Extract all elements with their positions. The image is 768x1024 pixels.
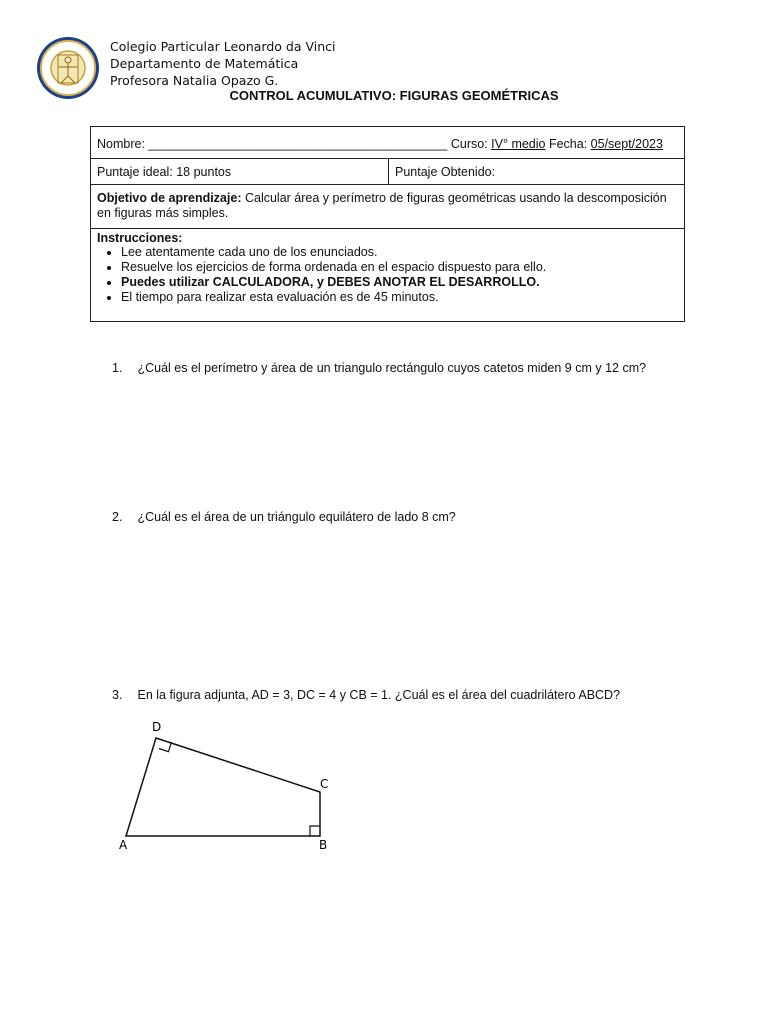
question-text: En la figura adjunta, AD = 3, DC = 4 y CB = 1. ¿Cuál es el área del cuadrilátero ABCD? — [137, 688, 621, 702]
instruction-item: • El tiempo para realizar esta evaluación es de 45 minutos. — [121, 290, 678, 305]
info-row-instructions — [91, 229, 684, 323]
curso-value: IV° medio — [491, 137, 546, 151]
question-number: 1. — [112, 361, 123, 375]
question-2 — [112, 510, 456, 524]
right-angle-d — [159, 742, 172, 752]
teacher-name: Profesora Natalia Opazo G. — [110, 73, 279, 88]
objetivo-text: Calcular área y perímetro de figuras geométricas usando la descomposición en figuras más simples. — [97, 191, 667, 220]
fecha-value: 05/sept/2023 — [590, 137, 663, 151]
info-table — [90, 126, 685, 322]
vertex-label-c: C — [320, 777, 329, 791]
quadrilateral-abcd — [126, 738, 320, 836]
nombre-field[interactable]: ___________________________________________ — [148, 137, 448, 151]
department-name: Departamento de Matemática — [110, 56, 299, 71]
puntaje-ideal: Puntaje ideal: 18 puntos — [91, 159, 389, 184]
objetivo-label: Objetivo de aprendizaje: — [97, 191, 242, 205]
question-text: ¿Cuál es el área de un triángulo equilátero de lado 8 cm? — [137, 510, 456, 524]
instruction-item: • Puedes utilizar CALCULADORA, y DEBES ANOTAR EL DESARROLLO. — [121, 275, 678, 290]
vertex-label-a: A — [119, 838, 128, 852]
question-1 — [112, 361, 646, 375]
page-title: CONTROL ACUMULATIVO: FIGURAS GEOMÉTRICAS — [229, 88, 559, 103]
info-row-objective — [91, 185, 684, 229]
vertex-label-b: B — [319, 838, 328, 852]
nombre-label: Nombre: — [97, 137, 145, 151]
instruction-item: • Resuelve los ejercicios de forma ordenada en el espacio dispuesto para ello. — [121, 260, 678, 275]
fecha-label: Fecha: — [548, 137, 588, 151]
info-row-score — [91, 159, 684, 185]
vertex-label-d: D — [152, 720, 162, 734]
quadrilateral-figure — [110, 715, 350, 865]
question-3 — [112, 688, 620, 702]
school-name: Colegio Particular Leonardo da Vinci — [110, 39, 336, 54]
question-number: 3. — [112, 688, 123, 702]
question-number: 2. — [112, 510, 123, 524]
instructions-list — [97, 245, 678, 305]
instruction-item: • Lee atentamente cada uno de los enunciados. — [121, 245, 678, 260]
school-header — [110, 38, 335, 89]
curso-label: Curso: — [450, 137, 488, 151]
right-angle-b — [310, 826, 320, 836]
info-row-name — [91, 127, 684, 159]
instrucciones-label: Instrucciones: — [97, 231, 183, 245]
puntaje-obtenido[interactable]: Puntaje Obtenido: — [395, 165, 496, 179]
question-text: ¿Cuál es el perímetro y área de un triangulo rectángulo cuyos catetos miden 9 cm y 12 cm? — [137, 361, 647, 375]
